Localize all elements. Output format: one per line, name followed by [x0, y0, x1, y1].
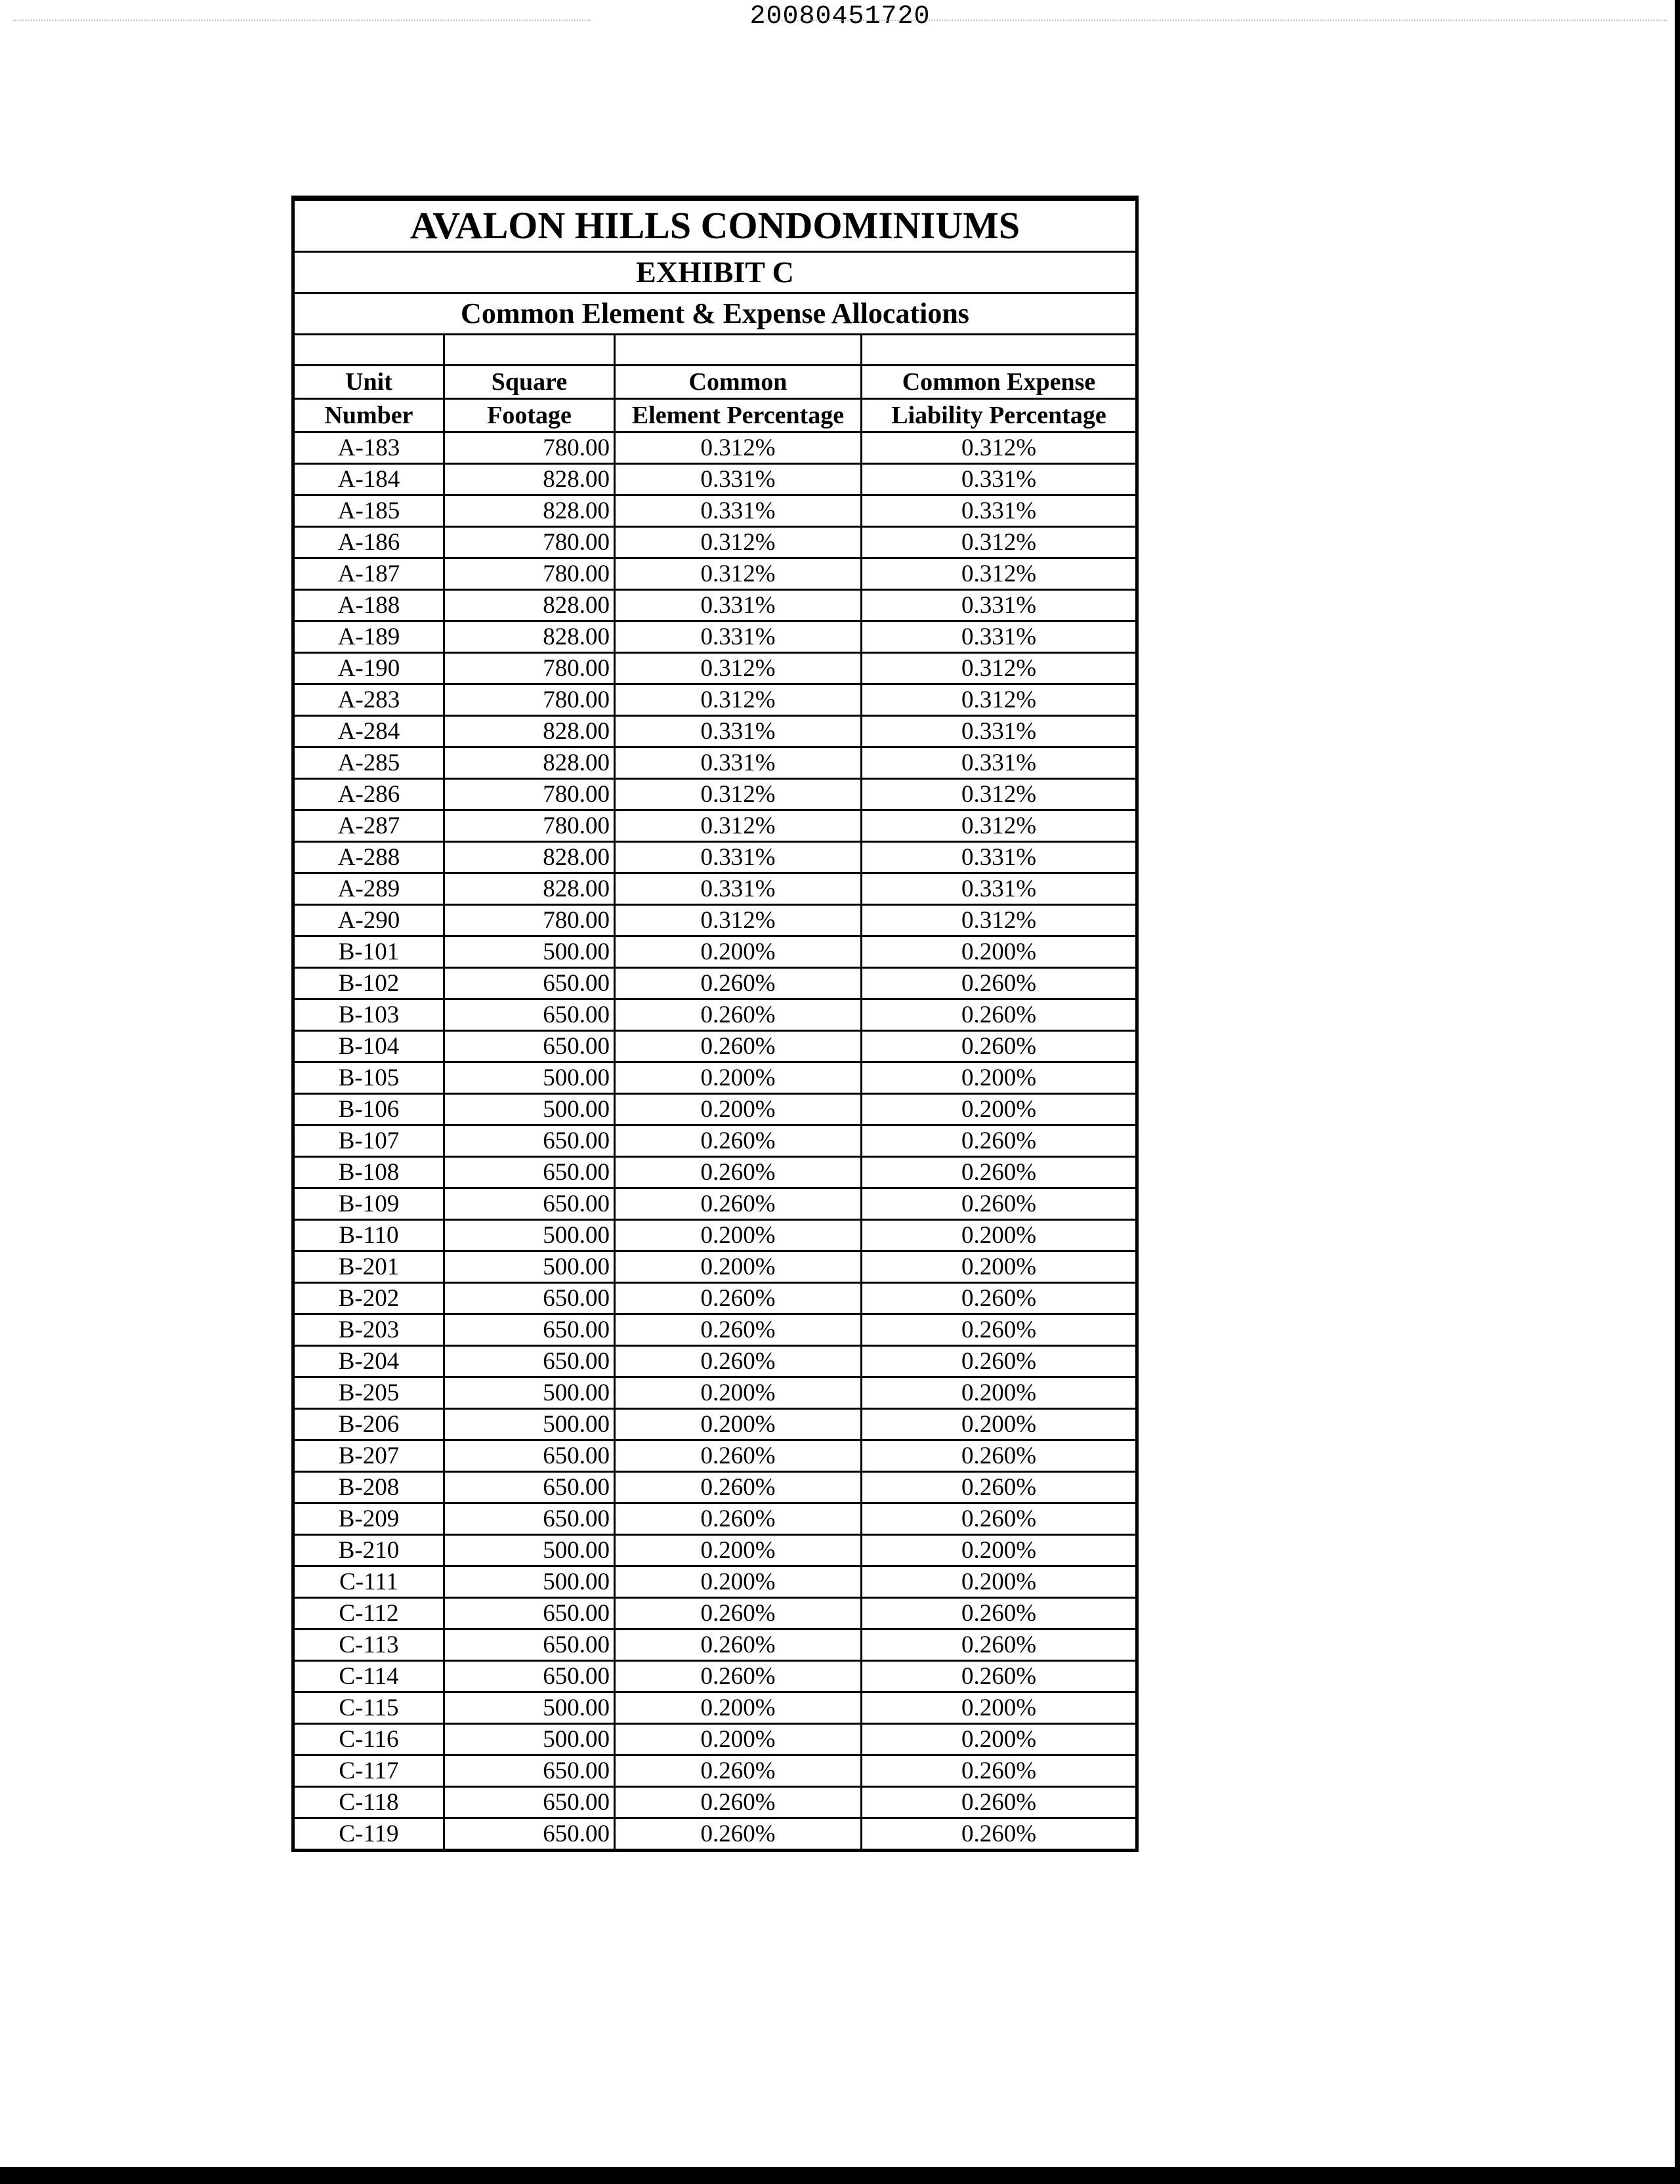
liability-percentage-cell: 0.312%	[862, 432, 1137, 464]
liability-percentage-cell: 0.260%	[862, 1440, 1137, 1472]
unit-number-cell: B-103	[293, 999, 444, 1031]
element-percentage-cell: 0.312%	[615, 527, 862, 558]
table-row	[293, 716, 1137, 747]
table-row	[293, 464, 1137, 495]
liability-percentage-cell: 0.260%	[862, 1346, 1137, 1377]
unit-number-cell: B-201	[293, 1251, 444, 1283]
unit-number-cell: B-209	[293, 1503, 444, 1535]
element-percentage-cell: 0.331%	[615, 464, 862, 495]
table-row	[293, 1125, 1137, 1157]
header-square: Square	[444, 366, 615, 399]
unit-number-cell: C-113	[293, 1629, 444, 1661]
square-footage-cell: 780.00	[444, 653, 615, 684]
liability-percentage-cell: 0.200%	[862, 1535, 1137, 1566]
unit-number-cell: B-204	[293, 1346, 444, 1377]
unit-number-cell: B-210	[293, 1535, 444, 1566]
element-percentage-cell: 0.312%	[615, 810, 862, 842]
square-footage-cell: 650.00	[444, 1598, 615, 1629]
scan-noise-right	[761, 20, 1667, 28]
header-number: Number	[293, 399, 444, 432]
square-footage-cell: 650.00	[444, 1346, 615, 1377]
unit-number-cell: B-203	[293, 1314, 444, 1346]
header-footage: Footage	[444, 399, 615, 432]
liability-percentage-cell: 0.200%	[862, 1724, 1137, 1755]
square-footage-cell: 650.00	[444, 999, 615, 1031]
element-percentage-cell: 0.312%	[615, 653, 862, 684]
table-row	[293, 1818, 1137, 1851]
liability-percentage-cell: 0.200%	[862, 1251, 1137, 1283]
liability-percentage-cell: 0.200%	[862, 1409, 1137, 1440]
square-footage-cell: 650.00	[444, 1440, 615, 1472]
table-row	[293, 1188, 1137, 1220]
liability-percentage-cell: 0.260%	[862, 1787, 1137, 1818]
square-footage-cell: 650.00	[444, 1818, 615, 1851]
liability-percentage-cell: 0.331%	[862, 495, 1137, 527]
square-footage-cell: 780.00	[444, 905, 615, 936]
unit-number-cell: A-183	[293, 432, 444, 464]
blank-cell	[293, 335, 444, 366]
liability-percentage-cell: 0.331%	[862, 464, 1137, 495]
square-footage-cell: 650.00	[444, 1157, 615, 1188]
element-percentage-cell: 0.260%	[615, 1440, 862, 1472]
table-row	[293, 621, 1137, 653]
unit-number-cell: A-288	[293, 842, 444, 873]
unit-number-cell: B-205	[293, 1377, 444, 1409]
square-footage-cell: 650.00	[444, 1314, 615, 1346]
element-percentage-cell: 0.200%	[615, 1251, 862, 1283]
table-row	[293, 747, 1137, 779]
liability-percentage-cell: 0.200%	[862, 1062, 1137, 1094]
element-percentage-cell: 0.260%	[615, 1346, 862, 1377]
element-percentage-cell: 0.200%	[615, 1692, 862, 1724]
liability-percentage-cell: 0.200%	[862, 936, 1137, 968]
blank-cell	[615, 335, 862, 366]
unit-number-cell: A-290	[293, 905, 444, 936]
table-row	[293, 590, 1137, 621]
liability-percentage-cell: 0.260%	[862, 1598, 1137, 1629]
unit-number-cell: B-105	[293, 1062, 444, 1094]
element-percentage-cell: 0.260%	[615, 1787, 862, 1818]
scan-header	[0, 0, 1680, 37]
table-row	[293, 1566, 1137, 1598]
element-percentage-cell: 0.331%	[615, 842, 862, 873]
table-row	[293, 1440, 1137, 1472]
square-footage-cell: 780.00	[444, 527, 615, 558]
square-footage-cell: 650.00	[444, 1031, 615, 1062]
liability-percentage-cell: 0.312%	[862, 779, 1137, 810]
element-percentage-cell: 0.260%	[615, 999, 862, 1031]
header-liability-percentage: Liability Percentage	[862, 399, 1137, 432]
document-number: 20080451720	[749, 2, 931, 32]
liability-percentage-cell: 0.260%	[862, 1125, 1137, 1157]
unit-number-cell: A-188	[293, 590, 444, 621]
table-row	[293, 1346, 1137, 1377]
liability-percentage-cell: 0.260%	[862, 1629, 1137, 1661]
element-percentage-cell: 0.331%	[615, 716, 862, 747]
element-percentage-cell: 0.200%	[615, 1724, 862, 1755]
liability-percentage-cell: 0.331%	[862, 621, 1137, 653]
header-unit: Unit	[293, 366, 444, 399]
square-footage-cell: 500.00	[444, 1535, 615, 1566]
element-percentage-cell: 0.200%	[615, 1220, 862, 1251]
unit-number-cell: C-117	[293, 1755, 444, 1787]
element-percentage-cell: 0.200%	[615, 1409, 862, 1440]
table-row	[293, 653, 1137, 684]
liability-percentage-cell: 0.331%	[862, 747, 1137, 779]
element-percentage-cell: 0.260%	[615, 1661, 862, 1692]
table-row	[293, 527, 1137, 558]
table-row	[293, 1314, 1137, 1346]
unit-number-cell: B-102	[293, 968, 444, 999]
element-percentage-cell: 0.260%	[615, 1283, 862, 1314]
unit-number-cell: B-108	[293, 1157, 444, 1188]
table-row	[293, 1755, 1137, 1787]
document-title: AVALON HILLS CONDOMINIUMS	[293, 198, 1137, 252]
element-percentage-cell: 0.260%	[615, 1629, 862, 1661]
table-row	[293, 1062, 1137, 1094]
liability-percentage-cell: 0.260%	[862, 1188, 1137, 1220]
liability-percentage-cell: 0.312%	[862, 684, 1137, 716]
square-footage-cell: 500.00	[444, 1094, 615, 1125]
square-footage-cell: 780.00	[444, 779, 615, 810]
unit-number-cell: A-284	[293, 716, 444, 747]
document-subtitle: Common Element & Expense Allocations	[293, 293, 1137, 335]
table-row	[293, 842, 1137, 873]
square-footage-cell: 780.00	[444, 432, 615, 464]
liability-percentage-cell: 0.200%	[862, 1220, 1137, 1251]
square-footage-cell: 650.00	[444, 968, 615, 999]
liability-percentage-cell: 0.260%	[862, 1472, 1137, 1503]
unit-number-cell: C-114	[293, 1661, 444, 1692]
unit-number-cell: A-285	[293, 747, 444, 779]
allocation-table-container	[291, 196, 1135, 1852]
unit-number-cell: C-116	[293, 1724, 444, 1755]
header-element-percentage: Element Percentage	[615, 399, 862, 432]
square-footage-cell: 500.00	[444, 1566, 615, 1598]
table-row	[293, 1031, 1137, 1062]
table-row	[293, 1157, 1137, 1188]
unit-number-cell: B-202	[293, 1283, 444, 1314]
element-percentage-cell: 0.200%	[615, 1094, 862, 1125]
table-row	[293, 1692, 1137, 1724]
element-percentage-cell: 0.331%	[615, 747, 862, 779]
table-row	[293, 1283, 1137, 1314]
element-percentage-cell: 0.312%	[615, 684, 862, 716]
table-row	[293, 779, 1137, 810]
liability-percentage-cell: 0.200%	[862, 1692, 1137, 1724]
element-percentage-cell: 0.331%	[615, 495, 862, 527]
liability-percentage-cell: 0.200%	[862, 1566, 1137, 1598]
unit-number-cell: A-184	[293, 464, 444, 495]
square-footage-cell: 650.00	[444, 1755, 615, 1787]
header-row-2	[293, 399, 1137, 432]
title-row	[293, 198, 1137, 252]
liability-percentage-cell: 0.200%	[862, 1377, 1137, 1409]
scan-edge-bottom	[0, 2167, 1680, 2184]
unit-number-cell: B-207	[293, 1440, 444, 1472]
square-footage-cell: 500.00	[444, 1251, 615, 1283]
scan-noise-left	[13, 20, 591, 28]
square-footage-cell: 828.00	[444, 873, 615, 905]
element-percentage-cell: 0.200%	[615, 1535, 862, 1566]
exhibit-label: EXHIBIT C	[293, 252, 1137, 293]
table-row	[293, 432, 1137, 464]
square-footage-cell: 780.00	[444, 558, 615, 590]
scan-edge-right	[1675, 0, 1680, 2184]
liability-percentage-cell: 0.260%	[862, 999, 1137, 1031]
element-percentage-cell: 0.260%	[615, 1503, 862, 1535]
element-percentage-cell: 0.260%	[615, 1598, 862, 1629]
element-percentage-cell: 0.260%	[615, 1188, 862, 1220]
square-footage-cell: 650.00	[444, 1472, 615, 1503]
liability-percentage-cell: 0.260%	[862, 1661, 1137, 1692]
table-row	[293, 968, 1137, 999]
square-footage-cell: 500.00	[444, 1724, 615, 1755]
header-row-1	[293, 366, 1137, 399]
square-footage-cell: 500.00	[444, 936, 615, 968]
liability-percentage-cell: 0.312%	[862, 527, 1137, 558]
element-percentage-cell: 0.260%	[615, 1157, 862, 1188]
blank-row	[293, 335, 1137, 366]
unit-number-cell: A-190	[293, 653, 444, 684]
liability-percentage-cell: 0.200%	[862, 1094, 1137, 1125]
unit-number-cell: C-119	[293, 1818, 444, 1851]
liability-percentage-cell: 0.312%	[862, 905, 1137, 936]
table-row	[293, 684, 1137, 716]
liability-percentage-cell: 0.331%	[862, 590, 1137, 621]
square-footage-cell: 500.00	[444, 1220, 615, 1251]
liability-percentage-cell: 0.312%	[862, 810, 1137, 842]
square-footage-cell: 780.00	[444, 684, 615, 716]
liability-percentage-cell: 0.260%	[862, 968, 1137, 999]
element-percentage-cell: 0.260%	[615, 1755, 862, 1787]
element-percentage-cell: 0.312%	[615, 432, 862, 464]
element-percentage-cell: 0.331%	[615, 590, 862, 621]
square-footage-cell: 828.00	[444, 747, 615, 779]
element-percentage-cell: 0.260%	[615, 1472, 862, 1503]
table-row	[293, 1724, 1137, 1755]
square-footage-cell: 828.00	[444, 464, 615, 495]
square-footage-cell: 650.00	[444, 1125, 615, 1157]
element-percentage-cell: 0.260%	[615, 1031, 862, 1062]
square-footage-cell: 828.00	[444, 495, 615, 527]
unit-number-cell: C-118	[293, 1787, 444, 1818]
unit-number-cell: B-104	[293, 1031, 444, 1062]
square-footage-cell: 650.00	[444, 1661, 615, 1692]
exhibit-row	[293, 252, 1137, 293]
table-row	[293, 1377, 1137, 1409]
table-row	[293, 905, 1137, 936]
unit-number-cell: C-115	[293, 1692, 444, 1724]
unit-number-cell: A-185	[293, 495, 444, 527]
element-percentage-cell: 0.312%	[615, 779, 862, 810]
liability-percentage-cell: 0.331%	[862, 842, 1137, 873]
liability-percentage-cell: 0.312%	[862, 653, 1137, 684]
liability-percentage-cell: 0.260%	[862, 1314, 1137, 1346]
element-percentage-cell: 0.331%	[615, 873, 862, 905]
unit-number-cell: B-109	[293, 1188, 444, 1220]
table-row	[293, 936, 1137, 968]
element-percentage-cell: 0.260%	[615, 968, 862, 999]
unit-number-cell: B-208	[293, 1472, 444, 1503]
element-percentage-cell: 0.260%	[615, 1125, 862, 1157]
table-row	[293, 873, 1137, 905]
element-percentage-cell: 0.312%	[615, 905, 862, 936]
square-footage-cell: 828.00	[444, 716, 615, 747]
table-row	[293, 558, 1137, 590]
square-footage-cell: 650.00	[444, 1503, 615, 1535]
square-footage-cell: 500.00	[444, 1692, 615, 1724]
header-common: Common	[615, 366, 862, 399]
table-row	[293, 1409, 1137, 1440]
table-row	[293, 1629, 1137, 1661]
square-footage-cell: 828.00	[444, 842, 615, 873]
table-row	[293, 1787, 1137, 1818]
square-footage-cell: 500.00	[444, 1377, 615, 1409]
unit-number-cell: A-186	[293, 527, 444, 558]
blank-cell	[444, 335, 615, 366]
unit-number-cell: B-107	[293, 1125, 444, 1157]
liability-percentage-cell: 0.260%	[862, 1755, 1137, 1787]
square-footage-cell: 828.00	[444, 621, 615, 653]
table-row	[293, 1094, 1137, 1125]
unit-number-cell: B-106	[293, 1094, 444, 1125]
square-footage-cell: 650.00	[444, 1283, 615, 1314]
table-row	[293, 1251, 1137, 1283]
unit-number-cell: C-111	[293, 1566, 444, 1598]
table-row	[293, 1661, 1137, 1692]
unit-number-cell: C-112	[293, 1598, 444, 1629]
unit-number-cell: B-110	[293, 1220, 444, 1251]
square-footage-cell: 650.00	[444, 1787, 615, 1818]
liability-percentage-cell: 0.331%	[862, 716, 1137, 747]
unit-number-cell: A-189	[293, 621, 444, 653]
liability-percentage-cell: 0.260%	[862, 1283, 1137, 1314]
unit-number-cell: A-283	[293, 684, 444, 716]
unit-number-cell: B-206	[293, 1409, 444, 1440]
table-row	[293, 1598, 1137, 1629]
table-row	[293, 495, 1137, 527]
header-common-expense: Common Expense	[862, 366, 1137, 399]
allocation-table	[291, 196, 1139, 1852]
unit-number-cell: A-289	[293, 873, 444, 905]
liability-percentage-cell: 0.312%	[862, 558, 1137, 590]
table-row	[293, 810, 1137, 842]
liability-percentage-cell: 0.260%	[862, 1503, 1137, 1535]
unit-number-cell: A-187	[293, 558, 444, 590]
element-percentage-cell: 0.200%	[615, 1062, 862, 1094]
square-footage-cell: 500.00	[444, 1409, 615, 1440]
liability-percentage-cell: 0.260%	[862, 1031, 1137, 1062]
blank-cell	[862, 335, 1137, 366]
liability-percentage-cell: 0.331%	[862, 873, 1137, 905]
element-percentage-cell: 0.331%	[615, 621, 862, 653]
square-footage-cell: 650.00	[444, 1188, 615, 1220]
table-row	[293, 1535, 1137, 1566]
element-percentage-cell: 0.260%	[615, 1818, 862, 1851]
table-row	[293, 999, 1137, 1031]
unit-number-cell: A-287	[293, 810, 444, 842]
liability-percentage-cell: 0.260%	[862, 1157, 1137, 1188]
square-footage-cell: 780.00	[444, 810, 615, 842]
square-footage-cell: 650.00	[444, 1629, 615, 1661]
element-percentage-cell: 0.200%	[615, 1566, 862, 1598]
square-footage-cell: 828.00	[444, 590, 615, 621]
unit-number-cell: B-101	[293, 936, 444, 968]
table-row	[293, 1220, 1137, 1251]
element-percentage-cell: 0.200%	[615, 936, 862, 968]
square-footage-cell: 500.00	[444, 1062, 615, 1094]
table-row	[293, 1472, 1137, 1503]
element-percentage-cell: 0.260%	[615, 1314, 862, 1346]
liability-percentage-cell: 0.260%	[862, 1818, 1137, 1851]
unit-number-cell: A-286	[293, 779, 444, 810]
element-percentage-cell: 0.200%	[615, 1377, 862, 1409]
table-row	[293, 1503, 1137, 1535]
element-percentage-cell: 0.312%	[615, 558, 862, 590]
subtitle-row	[293, 293, 1137, 335]
